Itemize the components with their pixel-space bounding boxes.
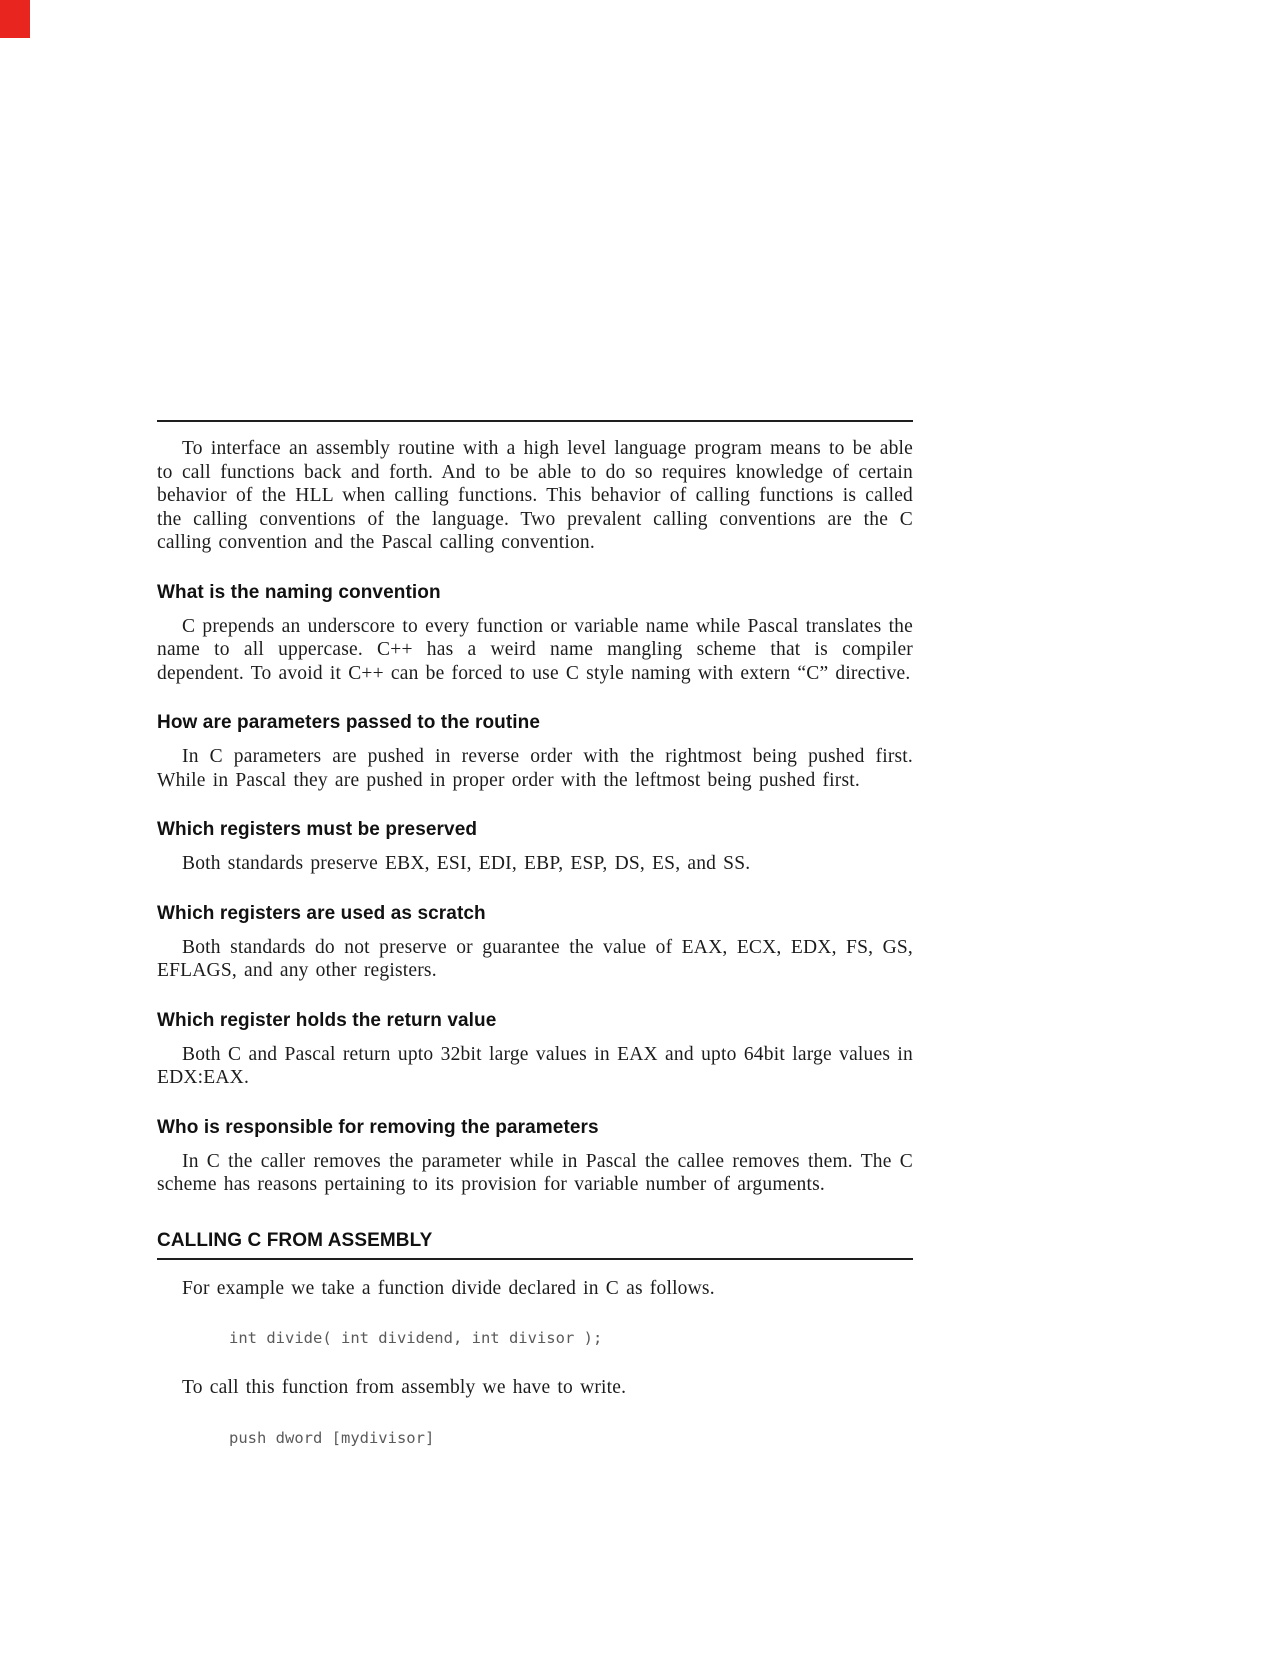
code-line-divide-declaration: int divide( int dividend, int divisor ); (229, 1329, 603, 1347)
page-edge-marker (0, 0, 30, 38)
calling-paragraph-2: To call this function from assembly we have to write. (182, 1377, 627, 1398)
section-body-removing-parameters: In C the caller removes the parameter while in Pascal the callee removes them. The C scheme has reasons pertaining to its provision for variable number of arguments. (157, 1150, 913, 1195)
intro-paragraph: To interface an assembly routine with a high level language program means to be able to call functions back and forth. And to be able to do so requires knowledge of certain behavior of the HLL when calling functions. This behavior of calling functions is called the calling conventions of the language. Two prevalent calling conventions are the C calling convention and the Pascal calling convention. (157, 438, 913, 553)
section-body-parameters-passed: In C parameters are pushed in reverse order with the rightmost being pushed first. While in Pascal they are pushed in proper order with the leftmost being pushed first. (157, 746, 913, 791)
code-line-push-dword: push dword [mydivisor] (229, 1428, 435, 1447)
section-body-return-value: Both C and Pascal return upto 32bit large values in EAX and upto 64bit large values in EDX:EAX. (157, 1043, 913, 1088)
section-body-registers-scratch: Both standards do not preserve or guarantee the value of EAX, ECX, EDX, FS, GS, EFLAGS, and any other registers. (157, 936, 913, 981)
section-heading-registers-preserved: Which registers must be preserved (157, 819, 478, 840)
section-heading-calling-c-from-assembly: CALLING C FROM ASSEMBLY (157, 1230, 913, 1260)
calling-paragraph-1: For example we take a function divide declared in C as follows. (182, 1277, 715, 1299)
section-heading-return-value: Which register holds the return value (157, 1009, 497, 1031)
header-rule (157, 420, 913, 422)
section-body-naming-convention: C prepends an underscore to every function or variable name while Pascal translates the name to all uppercase. C++ has a weird name mangling scheme that is compiler dependent. To avoid it C++ can be forced to use C style naming with extern “C” directive. (157, 615, 913, 684)
page-content (157, 420, 913, 1476)
section-body-registers-preserved: Both standards preserve EBX, ESI, EDI, EBP, ESP, DS, ES, and SS. (182, 853, 751, 874)
section-heading-removing-parameters: Who is responsible for removing the parameters (157, 1116, 599, 1138)
section-heading-registers-scratch: Which registers are used as scratch (157, 902, 486, 924)
section-heading-parameters-passed: How are parameters passed to the routine (157, 712, 541, 733)
section-heading-naming-convention: What is the naming convention (157, 581, 441, 603)
